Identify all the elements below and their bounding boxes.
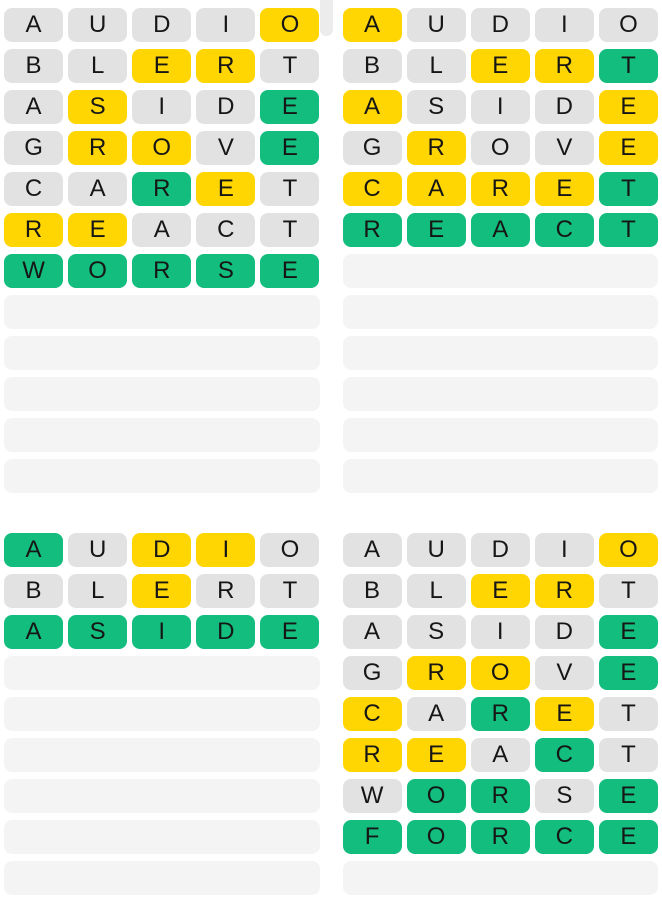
letter-tile: I xyxy=(132,90,191,124)
scrollbar-thumb[interactable] xyxy=(320,0,333,36)
empty-guess-row xyxy=(4,336,320,370)
guess-row xyxy=(343,779,659,813)
letter-tile: E xyxy=(599,131,658,165)
board-bottom-right xyxy=(343,533,659,897)
letter-tile: G xyxy=(343,131,402,165)
letter-tile: E xyxy=(535,697,594,731)
guess-row xyxy=(4,254,320,288)
empty-guess-row xyxy=(4,820,320,854)
letter-tile: E xyxy=(260,254,319,288)
letter-tile: A xyxy=(68,172,127,206)
letter-tile: A xyxy=(4,90,63,124)
letter-tile: L xyxy=(68,49,127,83)
guess-row xyxy=(343,131,659,165)
guess-row xyxy=(343,697,659,731)
guess-row xyxy=(343,656,659,690)
bottom-boards-section xyxy=(0,533,662,897)
letter-tile: I xyxy=(471,615,530,649)
letter-tile: D xyxy=(132,533,191,567)
board-top-right xyxy=(343,8,659,500)
letter-tile: E xyxy=(599,779,658,813)
guess-row xyxy=(4,574,320,608)
letter-tile: U xyxy=(68,533,127,567)
letter-tile: C xyxy=(196,213,255,247)
letter-tile: C xyxy=(4,172,63,206)
empty-guess-row xyxy=(343,459,659,493)
letter-tile: T xyxy=(599,49,658,83)
letter-tile: E xyxy=(260,131,319,165)
letter-tile: R xyxy=(196,49,255,83)
empty-guess-row xyxy=(4,418,320,452)
guess-row xyxy=(343,533,659,567)
guess-row xyxy=(4,90,320,124)
letter-tile: I xyxy=(471,90,530,124)
empty-guess-row xyxy=(4,656,320,690)
letter-tile: R xyxy=(535,574,594,608)
letter-tile: E xyxy=(407,738,466,772)
letter-tile: T xyxy=(599,697,658,731)
guess-row xyxy=(343,8,659,42)
letter-tile: S xyxy=(407,90,466,124)
guess-row xyxy=(4,131,320,165)
letter-tile: T xyxy=(260,49,319,83)
guess-row xyxy=(343,90,659,124)
empty-guess-row xyxy=(343,254,659,288)
letter-tile: A xyxy=(407,172,466,206)
letter-tile: T xyxy=(599,213,658,247)
letter-tile: G xyxy=(343,656,402,690)
letter-tile: D xyxy=(196,615,255,649)
letter-tile: R xyxy=(196,574,255,608)
letter-tile: B xyxy=(343,49,402,83)
letter-tile: C xyxy=(343,172,402,206)
empty-guess-row xyxy=(343,377,659,411)
letter-tile: A xyxy=(343,533,402,567)
letter-tile: O xyxy=(471,131,530,165)
letter-tile: O xyxy=(407,779,466,813)
letter-tile: E xyxy=(471,49,530,83)
empty-guess-row xyxy=(343,295,659,329)
letter-tile: S xyxy=(68,90,127,124)
letter-tile: V xyxy=(196,131,255,165)
letter-tile: E xyxy=(471,574,530,608)
letter-tile: C xyxy=(535,213,594,247)
letter-tile: G xyxy=(4,131,63,165)
letter-tile: A xyxy=(407,697,466,731)
letter-tile: A xyxy=(4,8,63,42)
board-bottom-left xyxy=(4,533,320,897)
letter-tile: A xyxy=(471,213,530,247)
letter-tile: D xyxy=(471,8,530,42)
letter-tile: R xyxy=(407,131,466,165)
letter-tile: R xyxy=(132,172,191,206)
letter-tile: A xyxy=(343,8,402,42)
guess-row xyxy=(343,49,659,83)
letter-tile: T xyxy=(260,172,319,206)
empty-guess-row xyxy=(4,459,320,493)
letter-tile: D xyxy=(196,90,255,124)
letter-tile: V xyxy=(535,131,594,165)
letter-tile: D xyxy=(535,90,594,124)
letter-tile: S xyxy=(407,615,466,649)
letter-tile: I xyxy=(196,8,255,42)
letter-tile: B xyxy=(4,574,63,608)
letter-tile: O xyxy=(132,131,191,165)
letter-tile: I xyxy=(535,533,594,567)
letter-tile: R xyxy=(343,213,402,247)
letter-tile: R xyxy=(535,49,594,83)
letter-tile: D xyxy=(535,615,594,649)
letter-tile: A xyxy=(343,90,402,124)
letter-tile: W xyxy=(4,254,63,288)
letter-tile: R xyxy=(471,820,530,854)
guess-row xyxy=(343,172,659,206)
letter-tile: E xyxy=(196,172,255,206)
letter-tile: I xyxy=(132,615,191,649)
guess-row xyxy=(343,574,659,608)
letter-tile: T xyxy=(599,172,658,206)
letter-tile: O xyxy=(599,8,658,42)
empty-guess-row xyxy=(4,697,320,731)
board-top-left xyxy=(4,8,320,500)
letter-tile: C xyxy=(535,820,594,854)
letter-tile: R xyxy=(407,656,466,690)
letter-tile: O xyxy=(260,8,319,42)
letter-tile: O xyxy=(260,533,319,567)
guess-row xyxy=(343,820,659,854)
guess-row xyxy=(343,213,659,247)
letter-tile: T xyxy=(260,213,319,247)
letter-tile: C xyxy=(535,738,594,772)
letter-tile: E xyxy=(132,574,191,608)
letter-tile: L xyxy=(407,49,466,83)
letter-tile: E xyxy=(68,213,127,247)
letter-tile: A xyxy=(4,615,63,649)
guess-row xyxy=(4,213,320,247)
letter-tile: U xyxy=(68,8,127,42)
letter-tile: S xyxy=(535,779,594,813)
letter-tile: A xyxy=(343,615,402,649)
letter-tile: A xyxy=(132,213,191,247)
letter-tile: R xyxy=(471,172,530,206)
letter-tile: B xyxy=(343,574,402,608)
letter-tile: V xyxy=(535,656,594,690)
letter-tile: O xyxy=(68,254,127,288)
letter-tile: S xyxy=(68,615,127,649)
letter-tile: E xyxy=(599,820,658,854)
guess-row xyxy=(4,615,320,649)
letter-tile: R xyxy=(68,131,127,165)
empty-guess-row xyxy=(343,418,659,452)
letter-tile: T xyxy=(599,574,658,608)
letter-tile: E xyxy=(132,49,191,83)
empty-guess-row xyxy=(343,336,659,370)
letter-tile: W xyxy=(343,779,402,813)
letter-tile: E xyxy=(599,615,658,649)
letter-tile: D xyxy=(132,8,191,42)
letter-tile: O xyxy=(407,820,466,854)
guess-row xyxy=(4,533,320,567)
letter-tile: I xyxy=(196,533,255,567)
letter-tile: I xyxy=(535,8,594,42)
guess-row xyxy=(343,615,659,649)
letter-tile: A xyxy=(4,533,63,567)
letter-tile: R xyxy=(471,697,530,731)
letter-tile: E xyxy=(599,90,658,124)
letter-tile: T xyxy=(260,574,319,608)
letter-tile: T xyxy=(599,738,658,772)
letter-tile: R xyxy=(4,213,63,247)
letter-tile: S xyxy=(196,254,255,288)
letter-tile: D xyxy=(471,533,530,567)
letter-tile: A xyxy=(471,738,530,772)
letter-tile: R xyxy=(471,779,530,813)
letter-tile: L xyxy=(407,574,466,608)
letter-tile: E xyxy=(599,656,658,690)
letter-tile: E xyxy=(260,90,319,124)
letter-tile: E xyxy=(407,213,466,247)
guess-row xyxy=(4,49,320,83)
empty-guess-row xyxy=(4,861,320,895)
letter-tile: U xyxy=(407,533,466,567)
empty-guess-row xyxy=(4,779,320,813)
guess-row xyxy=(343,738,659,772)
empty-guess-row xyxy=(4,295,320,329)
letter-tile: F xyxy=(343,820,402,854)
letter-tile: U xyxy=(407,8,466,42)
letter-tile: L xyxy=(68,574,127,608)
letter-tile: E xyxy=(260,615,319,649)
letter-tile: B xyxy=(4,49,63,83)
letter-tile: O xyxy=(471,656,530,690)
letter-tile: R xyxy=(132,254,191,288)
letter-tile: C xyxy=(343,697,402,731)
letter-tile: O xyxy=(599,533,658,567)
guess-row xyxy=(4,172,320,206)
empty-guess-row xyxy=(343,861,659,895)
guess-row xyxy=(4,8,320,42)
letter-tile: R xyxy=(343,738,402,772)
empty-guess-row xyxy=(4,377,320,411)
empty-guess-row xyxy=(4,738,320,772)
letter-tile: E xyxy=(535,172,594,206)
